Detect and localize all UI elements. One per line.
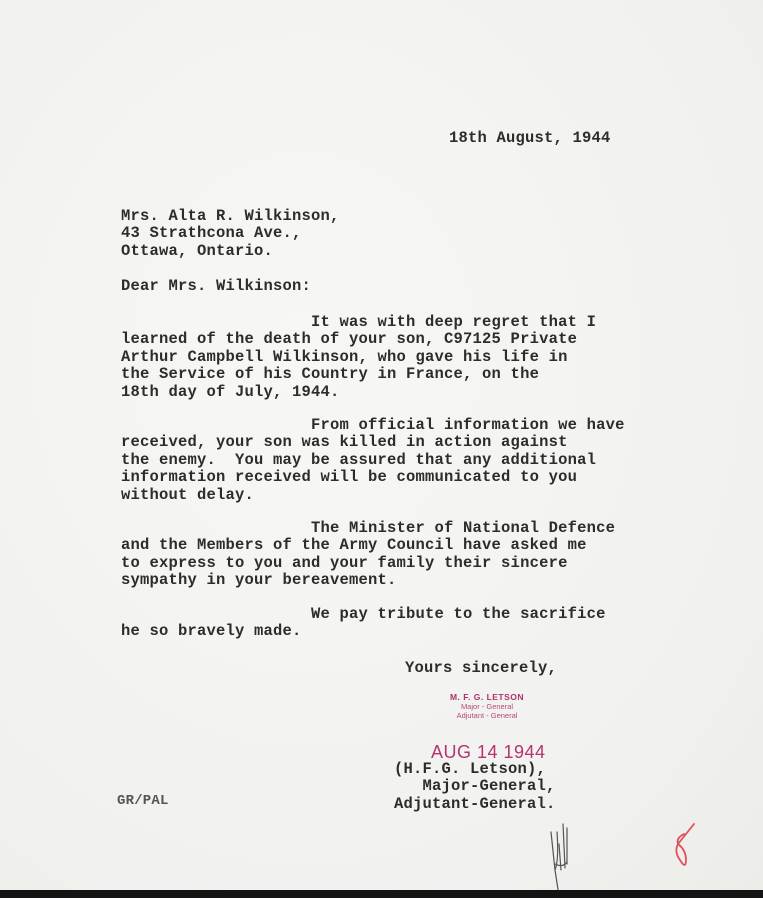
closing: Yours sincerely, — [405, 659, 558, 677]
stamp-role: Adjutant - General — [456, 711, 518, 720]
red-number-annotation-icon — [672, 820, 700, 872]
paragraph-line: 18th day of July, 1944. — [121, 382, 340, 401]
paragraph-line: We pay tribute to the sacrifice — [121, 605, 606, 623]
pencil-annotation-icon — [545, 820, 585, 898]
paragraph-line: learned of the death of your son, C97125 Private — [121, 330, 578, 349]
paragraph-line: the Service of his Country in France, on the — [121, 365, 540, 384]
paragraph-line: sympathy in your bereavement. — [121, 571, 397, 590]
recipient-name: Mrs. Alta R. Wilkinson, — [121, 207, 340, 225]
paragraph-line: without delay. — [121, 485, 255, 504]
paragraph-information — [121, 417, 625, 504]
recipient-address — [121, 208, 340, 260]
date-stamp: AUG 14 1944 — [431, 742, 546, 762]
signatory-role: Adjutant-General. — [394, 794, 556, 813]
recipient-city: Ottawa, Ontario. — [121, 241, 274, 260]
paragraph-line: to express to you and your family their sincere — [121, 553, 568, 572]
salutation: Dear Mrs. Wilkinson: — [121, 277, 312, 295]
stamp-rank: Major - General — [460, 702, 514, 711]
reference-initials: GR/PAL — [117, 793, 169, 809]
signatory-name: (H.F.G. Letson), — [394, 760, 547, 778]
paragraph-sympathy — [121, 520, 615, 590]
stamp-name: M. F. G. LETSON — [449, 692, 525, 702]
paragraph-line: The Minister of National Defence — [121, 519, 616, 537]
paragraph-condolence — [121, 314, 596, 401]
paragraph-line: received, your son was killed in action against — [121, 433, 568, 452]
signature-block — [394, 761, 556, 813]
signatory-rank: Major-General, — [394, 777, 556, 796]
paragraph-tribute — [121, 606, 606, 641]
recipient-street: 43 Strathcona Ave., — [121, 224, 302, 243]
scan-bottom-edge — [0, 890, 763, 898]
paragraph-line: and the Members of the Army Council have asked me — [121, 536, 587, 555]
paragraph-line: information received will be communicated to you — [121, 468, 578, 487]
paragraph-line: It was with deep regret that I — [121, 313, 597, 331]
paragraph-line: Arthur Campbell Wilkinson, who gave his life in — [121, 347, 568, 366]
paragraph-line: From official information we have — [121, 416, 625, 434]
signature-stamp — [447, 692, 527, 720]
paragraph-line: the enemy. You may be assured that any additional — [121, 450, 597, 469]
letter-date: 18th August, 1944 — [449, 129, 611, 147]
paragraph-line: he so bravely made. — [121, 622, 302, 641]
